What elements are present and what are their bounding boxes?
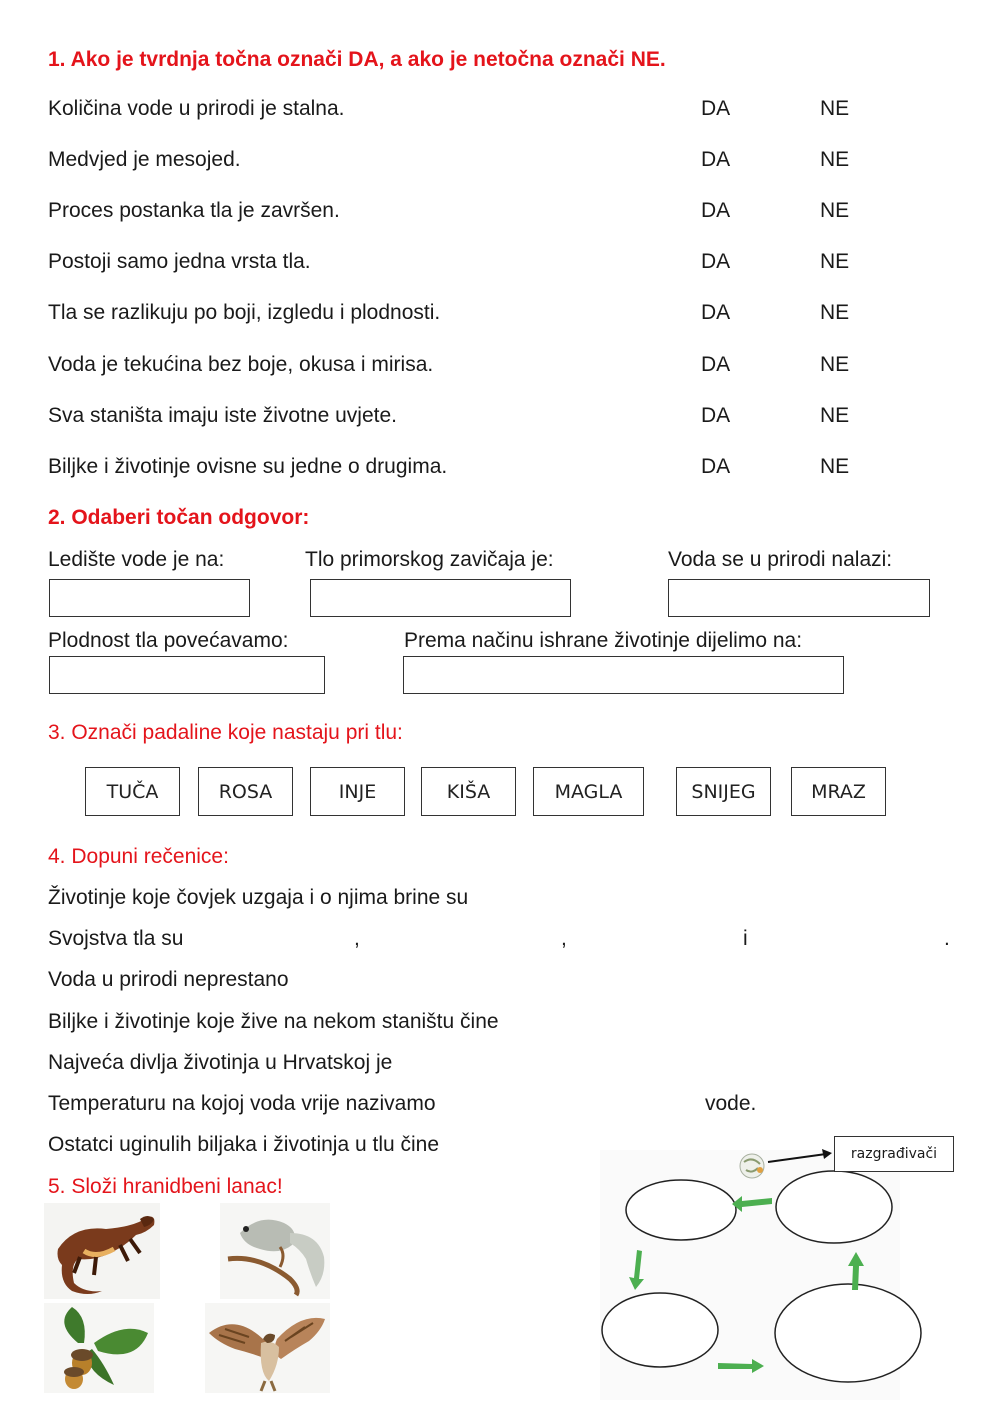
acorns-image[interactable] [44,1303,154,1393]
question-coastal-soil: Tlo primorskog zavičaja je: [305,548,554,571]
choice-da-3[interactable]: DA [701,199,731,222]
chain-slot-4[interactable] [775,1284,921,1382]
sentence-community: Biljke i životinje koje žive na nekom staništu čine [48,1010,499,1033]
blank-soil-property-2[interactable] [372,923,557,955]
choice-ne-4[interactable]: NE [820,250,850,273]
word-and: i [743,927,748,950]
blank-humus[interactable] [495,1129,595,1161]
choice-ne-2[interactable]: NE [820,148,850,171]
choice-ne-3[interactable]: NE [820,199,850,222]
choice-ne-8[interactable]: NE [820,455,850,478]
sentence-boiling-point-end: vode. [705,1092,757,1115]
choice-da-1[interactable]: DA [701,97,731,120]
sentence-humus: Ostatci uginulih biljaka i životinja u tlu čine [48,1133,440,1156]
comma-1: , [354,927,360,950]
statement-2: Medvjed je mesojed. [48,148,241,171]
task2-title: 2. Odaberi točan odgovor: [48,506,310,529]
option-mraz[interactable]: MRAZ [791,767,886,816]
blank-soil-property-3[interactable] [580,923,735,955]
sentence-boiling-point: Temperaturu na kojoj voda vrije nazivamo [48,1092,436,1115]
dormouse-image[interactable] [220,1203,330,1299]
choice-ne-6[interactable]: NE [820,353,850,376]
blank-soil-property-4[interactable] [760,923,940,955]
statement-4: Postoji samo jedna vrsta tla. [48,250,311,273]
marten-image[interactable] [44,1203,160,1299]
option-magla[interactable]: MAGLA [533,767,644,816]
task1-title: 1. Ako je tvrdnja točna označi DA, a ako je netočna označi NE. [48,48,666,71]
question-soil-fertility: Plodnost tla povećavamo: [48,629,289,652]
statement-7: Sva staništa imaju iste životne uvjete. [48,404,398,427]
answer-dropdown-freezing-point[interactable] [49,579,250,617]
decomposer-icon [740,1154,764,1178]
choice-da-5[interactable]: DA [701,301,731,324]
hawk-image[interactable] [205,1303,330,1393]
question-freezing-point: Ledište vode je na: [48,548,225,571]
answer-dropdown-water-states[interactable] [668,579,930,617]
task4-title: 4. Dopuni rečenice: [48,845,229,868]
sentence-domestic-animals: Životinje koje čovjek uzgaja i o njima brine su [48,886,469,909]
decomposers-label: razgrađivači [834,1136,954,1172]
blank-largest-animal[interactable] [440,1047,660,1079]
question-water-states: Voda se u prirodi nalazi: [668,548,893,571]
chain-slot-3[interactable] [602,1293,718,1367]
blank-soil-property-1[interactable] [205,923,350,955]
task5-title: 5. Složi hranidbeni lanac! [48,1175,283,1198]
task3-title: 3. Označi padaline koje nastaju pri tlu: [48,721,403,744]
statement-3: Proces postanka tla je završen. [48,199,340,222]
blank-domestic-animals[interactable] [530,882,760,914]
period: . [944,927,950,950]
dormouse-icon [220,1203,330,1299]
marten-icon [44,1203,160,1299]
choice-da-8[interactable]: DA [701,455,731,478]
answer-dropdown-soil-fertility[interactable] [49,656,325,694]
blank-water-cycle[interactable] [325,964,585,996]
statement-5: Tla se razlikuju po boji, izgledu i plodnosti. [48,301,441,324]
choice-da-7[interactable]: DA [701,404,731,427]
blank-boiling-point[interactable] [492,1088,697,1120]
hawk-icon [205,1303,330,1393]
option-kisa[interactable]: KIŠA [421,767,516,816]
sentence-water-cycle: Voda u prirodi neprestano [48,968,289,991]
acorns-icon [44,1303,154,1393]
choice-ne-7[interactable]: NE [820,404,850,427]
statement-1: Količina vode u prirodi je stalna. [48,97,345,120]
statement-6: Voda je tekućina bez boje, okusa i mirisa. [48,353,434,376]
blank-community[interactable] [560,1006,780,1038]
food-chain-diagram [600,1130,1000,1400]
sentence-soil-properties: Svojstva tla su [48,927,184,950]
chain-slot-1[interactable] [626,1180,736,1240]
comma-2: , [561,927,567,950]
statement-8: Biljke i životinje ovisne su jedne o drugima. [48,455,448,478]
sentence-largest-animal: Najveća divlja životinja u Hrvatskoj je [48,1051,393,1074]
answer-dropdown-animal-diet[interactable] [403,656,844,694]
choice-ne-1[interactable]: NE [820,97,850,120]
choice-da-4[interactable]: DA [701,250,731,273]
choice-da-2[interactable]: DA [701,148,731,171]
answer-dropdown-coastal-soil[interactable] [310,579,571,617]
chain-slot-2[interactable] [776,1171,892,1243]
question-animal-diet: Prema načinu ishrane životinje dijelimo na: [404,629,803,652]
choice-da-6[interactable]: DA [701,353,731,376]
option-snijeg[interactable]: SNIJEG [676,767,771,816]
option-inje[interactable]: INJE [310,767,405,816]
option-tuca[interactable]: TUČA [85,767,180,816]
choice-ne-5[interactable]: NE [820,301,850,324]
option-rosa[interactable]: ROSA [198,767,293,816]
